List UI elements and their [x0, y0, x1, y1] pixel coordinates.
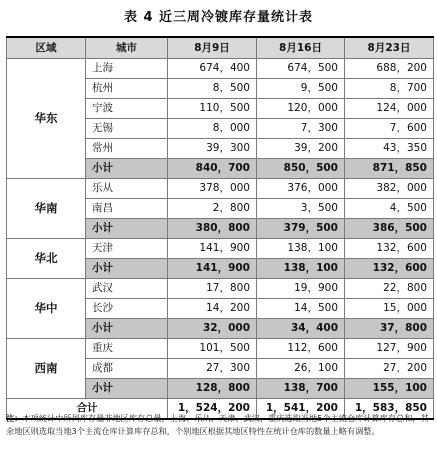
- subtotal-label: 小计: [86, 379, 168, 399]
- table-row: [7, 239, 434, 259]
- total-value: 1，524，200: [168, 399, 257, 420]
- value-cell: 4，500: [345, 199, 434, 219]
- value-cell: 378，000: [168, 179, 257, 199]
- value-cell: 2，800: [168, 199, 257, 219]
- table-row: [7, 179, 434, 199]
- city-cell: 南昌: [86, 199, 168, 219]
- value-cell: 39，300: [168, 139, 257, 159]
- city-cell: 杭州: [86, 79, 168, 99]
- subtotal-label: 小计: [86, 159, 168, 179]
- value-cell: 138，100: [257, 239, 345, 259]
- city-cell: 天津: [86, 239, 168, 259]
- value-cell: 132，600: [345, 239, 434, 259]
- table-title: 表 4 近三周冷镀库存量统计表: [123, 10, 314, 25]
- region-cell: 华北: [7, 239, 86, 279]
- region-cell: 华东: [7, 59, 86, 179]
- subtotal-label: 小计: [86, 259, 168, 279]
- subtotal-value: 386，500: [345, 219, 434, 239]
- footnote-text: 本项统计中所列库存量非地区库存总量，上海、乐从、天津、武汉、重庆选取当地5个主流仓库计算库存总和，其余地区则选取当地3个主流仓库计算库存总和，个别地区根据其地区特性在统计仓库的数量上略有调整。: [6, 413, 429, 436]
- subtotal-label: 小计: [86, 319, 168, 339]
- total-value: 1，583，850: [345, 399, 434, 420]
- subtotal-value: 138，700: [257, 379, 345, 399]
- value-cell: 14，500: [257, 299, 345, 319]
- value-cell: 15，000: [345, 299, 434, 319]
- value-cell: 17，800: [168, 279, 257, 299]
- subtotal-value: 141，900: [168, 259, 257, 279]
- value-cell: 27，200: [345, 359, 434, 379]
- region-cell: 西南: [7, 339, 86, 399]
- value-cell: 376，000: [257, 179, 345, 199]
- value-cell: 124，000: [345, 99, 434, 119]
- city-cell: 上海: [86, 59, 168, 79]
- value-cell: 7，600: [345, 119, 434, 139]
- value-cell: 14，200: [168, 299, 257, 319]
- header-city: 城市: [86, 37, 168, 59]
- value-cell: 382，000: [345, 179, 434, 199]
- value-cell: 688，200: [345, 59, 434, 79]
- value-cell: 39，200: [257, 139, 345, 159]
- value-cell: 43，350: [345, 139, 434, 159]
- subtotal-value: 155，100: [345, 379, 434, 399]
- subtotal-value: 840，700: [168, 159, 257, 179]
- value-cell: 674，500: [257, 59, 345, 79]
- city-cell: 武汉: [86, 279, 168, 299]
- city-cell: 无锡: [86, 119, 168, 139]
- subtotal-value: 138，100: [257, 259, 345, 279]
- total-label: 合计: [7, 399, 168, 420]
- header-region: 区域: [7, 37, 86, 59]
- value-cell: 8，500: [168, 79, 257, 99]
- table-body: [7, 59, 434, 399]
- value-cell: 112，600: [257, 339, 345, 359]
- value-cell: 110，500: [168, 99, 257, 119]
- header-date-2: 8月16日: [257, 37, 345, 59]
- value-cell: 141，900: [168, 239, 257, 259]
- region-cell: 华中: [7, 279, 86, 339]
- subtotal-value: 380，800: [168, 219, 257, 239]
- value-cell: 9，500: [257, 79, 345, 99]
- value-cell: 26，100: [257, 359, 345, 379]
- value-cell: 22，800: [345, 279, 434, 299]
- city-cell: 常州: [86, 139, 168, 159]
- city-cell: 长沙: [86, 299, 168, 319]
- city-cell: 成都: [86, 359, 168, 379]
- city-cell: 乐从: [86, 179, 168, 199]
- city-cell: 重庆: [86, 339, 168, 359]
- subtotal-value: 850，500: [257, 159, 345, 179]
- subtotal-label: 小计: [86, 219, 168, 239]
- header-date-1: 8月9日: [168, 37, 257, 59]
- inventory-table: [6, 36, 434, 420]
- subtotal-value: 34，400: [257, 319, 345, 339]
- subtotal-value: 32，000: [168, 319, 257, 339]
- city-cell: 宁波: [86, 99, 168, 119]
- footnote-label: 注：: [6, 413, 23, 423]
- value-cell: 674，400: [168, 59, 257, 79]
- subtotal-value: 871，850: [345, 159, 434, 179]
- value-cell: 8，700: [345, 79, 434, 99]
- value-cell: 27，300: [168, 359, 257, 379]
- header-row: [7, 37, 434, 59]
- table-row: [7, 59, 434, 79]
- header-date-3: 8月23日: [345, 37, 434, 59]
- footnote: [6, 412, 432, 438]
- value-cell: 19，900: [257, 279, 345, 299]
- subtotal-value: 379，500: [257, 219, 345, 239]
- table-row: [7, 279, 434, 299]
- table-row: [7, 339, 434, 359]
- value-cell: 127，900: [345, 339, 434, 359]
- value-cell: 8，000: [168, 119, 257, 139]
- value-cell: 101，500: [168, 339, 257, 359]
- value-cell: 120，000: [257, 99, 345, 119]
- total-value: 1，541，200: [257, 399, 345, 420]
- value-cell: 3，500: [257, 199, 345, 219]
- value-cell: 7，300: [257, 119, 345, 139]
- subtotal-value: 132，600: [345, 259, 434, 279]
- region-cell: 华南: [7, 179, 86, 239]
- subtotal-value: 37，800: [345, 319, 434, 339]
- subtotal-value: 128，800: [168, 379, 257, 399]
